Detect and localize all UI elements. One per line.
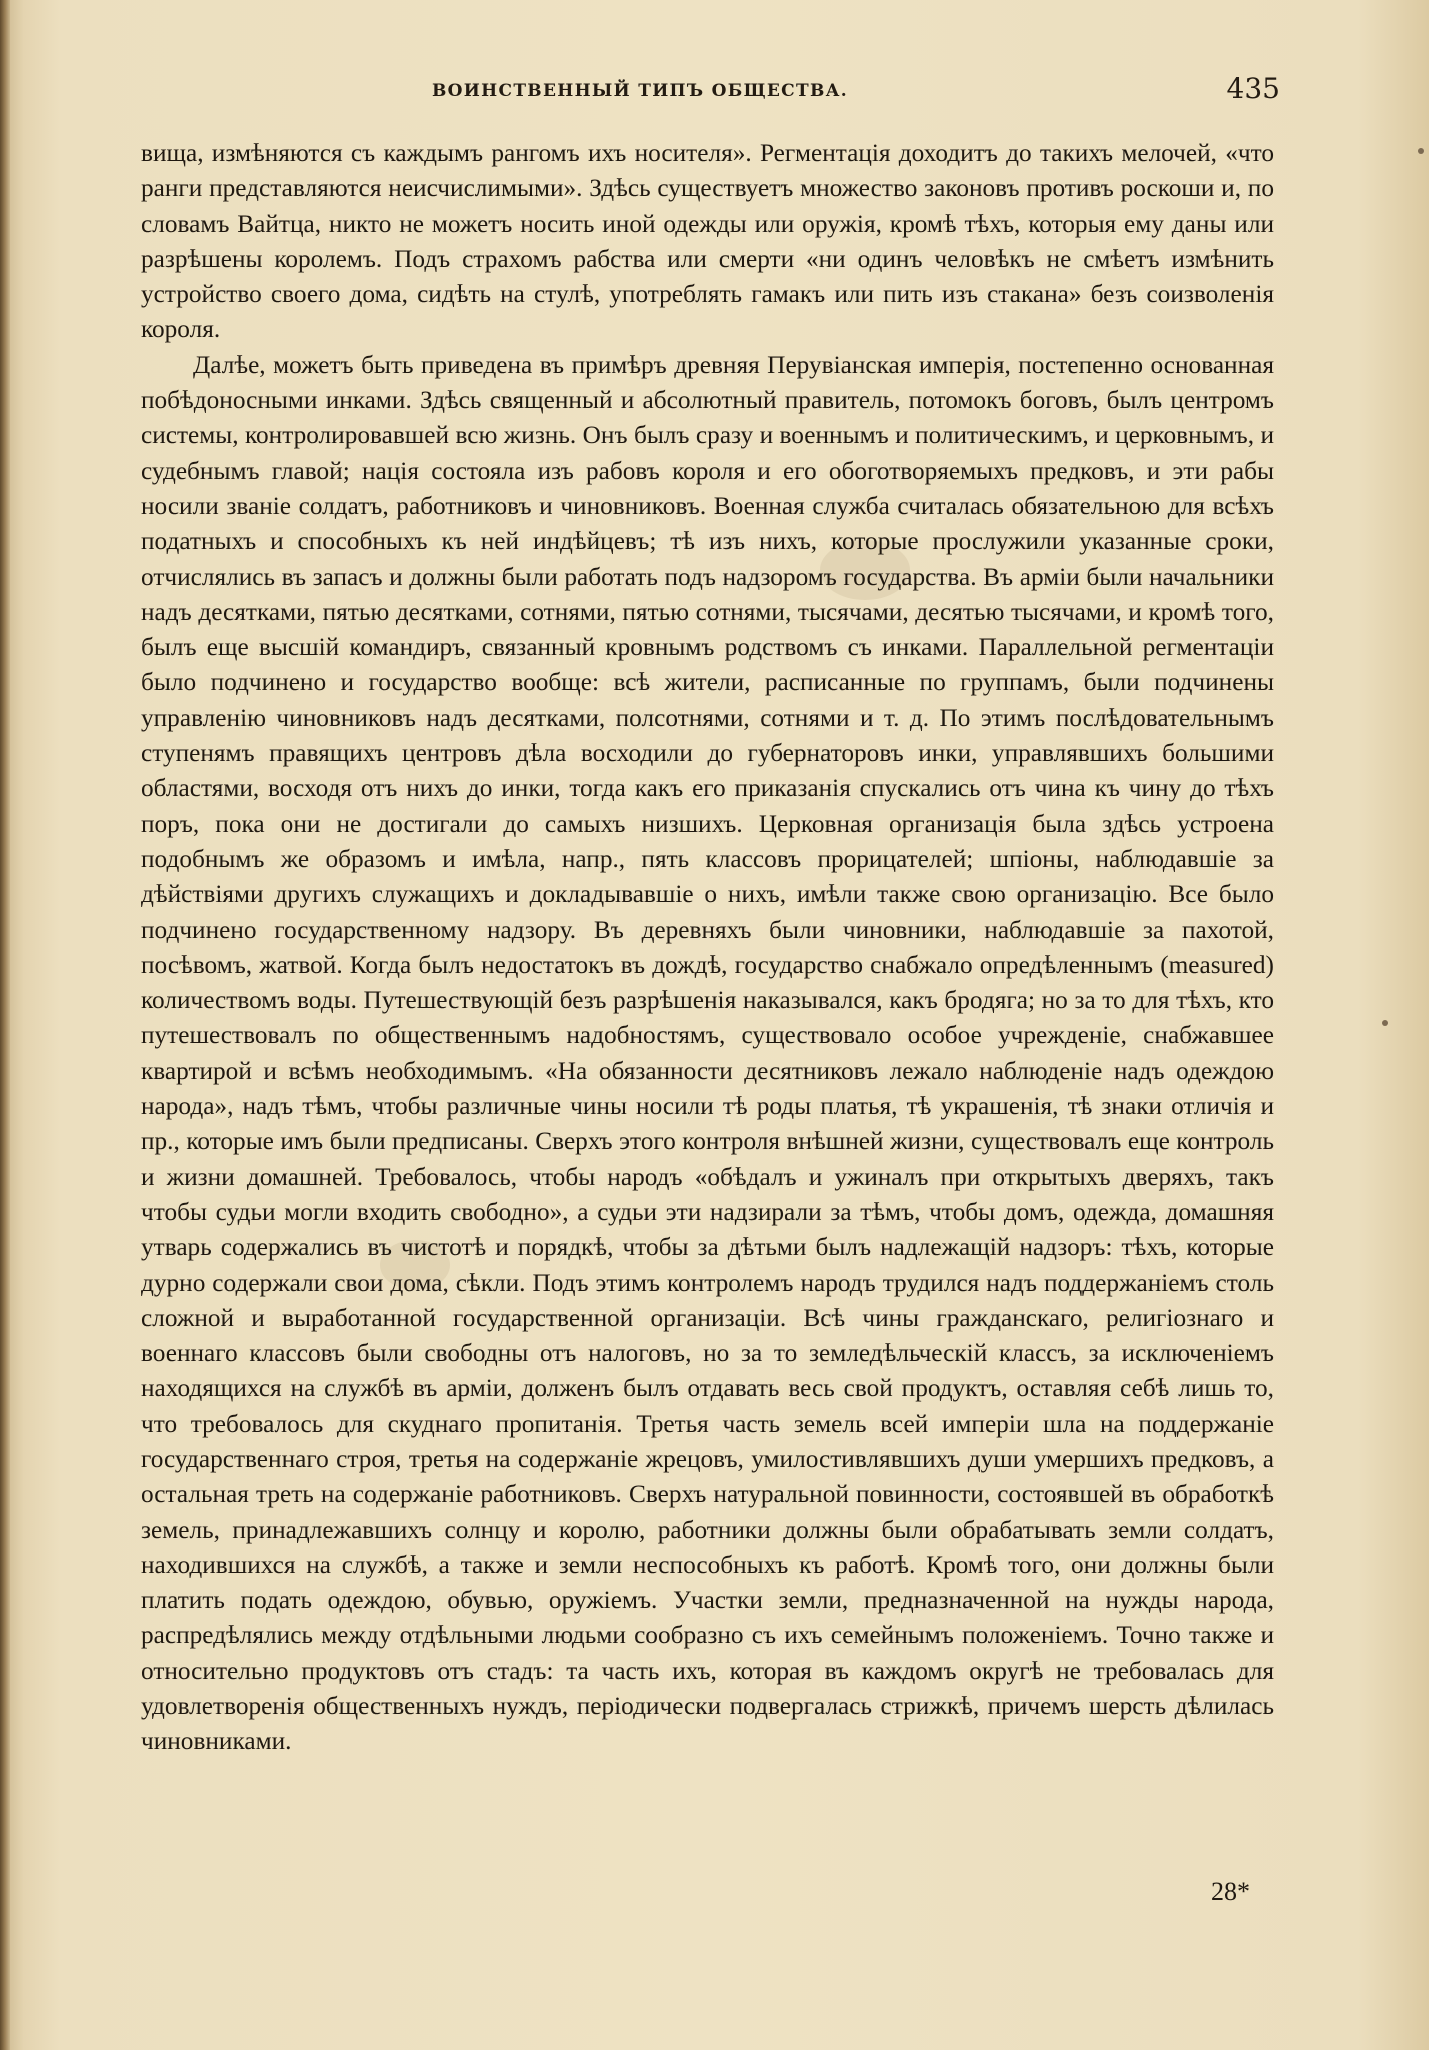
paragraph: вища, измѣняются съ каждымъ рангомъ ихъ носителя». Регментація доходитъ до такихъ мелочей, «что ранги представляются неисчислимыми». Здѣсь существуетъ множество законовъ противъ роскоши и, по словамъ Вайтца, никто не можетъ носить иной одежды или оружія, кромѣ тѣхъ, которыя ему даны или разрѣшены королемъ. Подъ страхомъ рабства или смерти «ни одинъ человѣкъ не смѣетъ измѣнить устройство своего дома, сидѣть на стулѣ, употреблять гамакъ или пить изъ стакана» безъ соизволенія короля.	[141, 139, 1274, 344]
main-text	[141, 136, 1274, 1760]
page-number: 435	[1226, 72, 1280, 105]
paragraph: Далѣе, можетъ быть приведена въ примѣръ древняя Перувіанская имперія, постепенно основанная побѣдоносными инками. Здѣсь священный и абсолютный правитель, потомокъ боговъ, былъ центромъ системы, контролировавшей всю жизнь. Онъ былъ сразу и военнымъ и политическимъ, и церковнымъ, и судебнымъ главой; нація состояла изъ рабовъ короля и его обоготворяемыхъ предковъ, и эти рабы носили званіе солдатъ, работниковъ и чиновниковъ. Военная служба считалась обязательною для всѣхъ податныхъ и способныхъ къ ней индѣйцевъ; тѣ изъ нихъ, которые прослужили указанные сроки, отчислялись въ запасъ и должны были работать подъ надзоромъ государства. Въ арміи были начальники надъ десятками, пятью десятками, сотнями, пятью сотнями, тысячами, десятью тысячами, и кромѣ того, былъ еще высшій командиръ, связанный кровнымъ родствомъ съ инками. Параллельной регментаціи было подчинено и государство вообще: всѣ жители, расписанные по группамъ, были подчинены управленію чиновниковъ надъ десятками, полсотнями, сотнями и т. д. По этимъ послѣдовательнымъ ступенямъ правящихъ центровъ дѣла восходили до губернаторовъ инки, управлявшихъ большими областями, восходя отъ нихъ до инки, тогда какъ его приказанія спускались отъ чина къ чину до тѣхъ поръ, пока они не достигали до самыхъ низшихъ. Церковная организація была здѣсь устроена подобнымъ же образомъ и имѣла, напр., пять классовъ прорицателей; шпіоны, наблюдавшіе за дѣйствіями другихъ служащихъ и докладывавшіе о нихъ, имѣли также свою организацію. Все было подчинено государственному надзору. Въ деревняхъ были чиновники, наблюдавшіе за пахотой, посѣвомъ, жатвой. Когда былъ недостатокъ въ дождѣ, государство снабжало опредѣленнымъ (measured) количествомъ воды. Путешествующій безъ разрѣшенія наказывался, какъ бродяга; но за то для тѣхъ, кто путешествовалъ по общественнымъ надобностямъ, существовало особое учрежденіе, снабжавшее квартирой и всѣмъ необходимымъ. «На обязанности десятниковъ лежало наблюденіе надъ одеждою народа», надъ тѣмъ, чтобы различные чины носили тѣ роды платья, тѣ украшенія, тѣ знаки отличія и пр., которые имъ были предписаны. Сверхъ этого контроля внѣшней жизни, существовалъ еще контроль и жизни домашней. Требовалось, чтобы народъ «обѣдалъ и ужиналъ при открытыхъ дверяхъ, такъ чтобы судьи могли входить свободно», а судьи эти надзирали за тѣмъ, чтобы домъ, одежда, домашняя утварь содержались въ чистотѣ и порядкѣ, чтобы за дѣтьми былъ надлежащій надзоръ: тѣхъ, которые дурно содержали свои дома, сѣкли. Подъ этимъ контролемъ народъ трудился надъ поддержаніемъ столь сложной и выработанной государственной организаціи. Всѣ чины гражданскаго, религіознаго и военнаго классовъ были свободны отъ налоговъ, но за то земледѣльческій классъ, за исключеніемъ находящихся на службѣ въ арміи, долженъ былъ отдавать весь свой продуктъ, оставляя себѣ лишь то, что требовалось для скуднаго пропитанія. Третья часть земель всей имперіи шла на поддержаніе государственнаго строя, третья на содержаніе жрецовъ, умилостивлявшихъ души умершихъ предковъ, а остальная треть на содержаніе работниковъ. Сверхъ натуральной повинности, состоявшей въ обработкѣ земель, принадлежавшихъ солнцу и королю, работники должны были обрабатывать земли солдатъ, находившихся на службѣ, а также и земли неспособныхъ къ работѣ. Кромѣ того, они должны были платить подать одеждою, обувью, оружіемъ. Участки земли, предназначенной на нужды народа, распредѣлялись между отдѣльными людьми сообразно съ ихъ семейнымъ положеніемъ. Точно также и относительно продуктовъ отъ стадъ: та часть ихъ, которая въ каждомъ округѣ не требовалась для удовлетворенія общественныхъ нуждъ, періодически подвергалась стрижкѣ, причемъ шерсть дѣлилась чиновниками.	[141, 350, 1274, 1756]
running-title: ВОИНСТВЕННЫЙ ТИПЪ ОБЩЕСТВА.	[432, 81, 848, 101]
margin-dot	[1418, 148, 1424, 154]
signature-mark: 28*	[1211, 1877, 1250, 1906]
margin-dot	[1382, 1020, 1388, 1026]
page-header	[110, 72, 1280, 112]
page-binding-edge	[0, 0, 10, 2050]
